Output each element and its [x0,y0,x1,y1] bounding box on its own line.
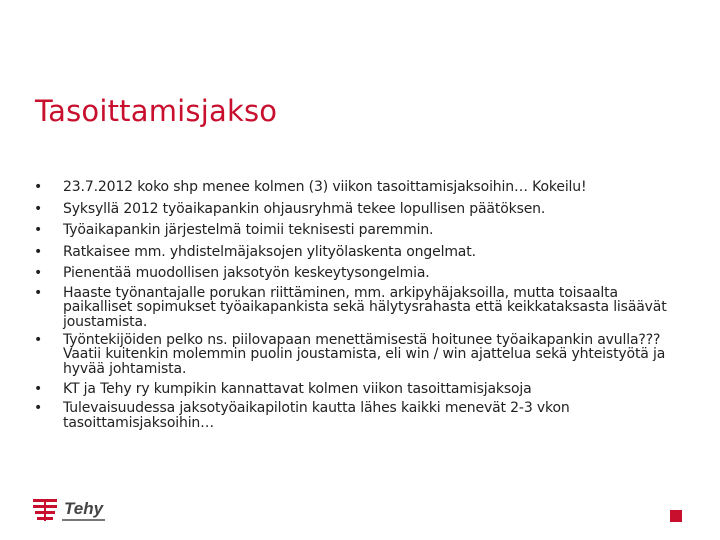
corner-square [670,510,682,522]
bullet-text: Ratkaisee mm. yhdistelmäjaksojen ylityölaskenta ongelmat. [63,243,476,260]
bullet-dot-icon: • [34,200,43,217]
bullet-text: 23.7.2012 koko shp menee kolmen (3) viikon tasoittamisjaksoihin… Kokeilu! [63,179,587,195]
bullet-dot-icon: • [34,331,43,348]
bullet-text: Haaste työnantajalle porukan riittäminen, mm. arkipyhäjaksoilla, mutta toisaalta paikalliset sopimukset työaikapankista sekä hälytysrahasta että keikkataksasta lisäävät joustamista. [63,284,667,330]
bullet-text: Työntekijöiden pelko ns. piilovapaan menettämisestä hoitunee työaikapankin avulla??? Vaatii kuitenkin molemmin puolin joustamista, eli win / win ajattelua sekä yhteistyötä ja hyvää johtamista. [63,331,666,377]
bullet-item [34,380,674,398]
bullet-item [34,178,674,196]
bullet-dot-icon: • [34,265,43,281]
bullet-text: Syksyllä 2012 työaikapankin ohjausryhmä tekee lopullisen päätöksen. [63,200,546,217]
tehy-wordmark: Tehy [62,499,105,521]
bullet-dot-icon: • [34,222,43,238]
tehy-logo [32,498,105,522]
bullet-dot-icon: • [34,400,43,416]
bullet-item [34,401,674,430]
bullet-list [34,178,674,434]
tehy-logo-icon [32,498,58,522]
bullet-text: Pienentää muodollisen jaksotyön keskeytysongelmia. [63,265,430,281]
bullet-item [34,286,674,330]
bullet-dot-icon: • [34,243,43,260]
bullet-item [34,264,674,282]
bullet-text: Työaikapankin järjestelmä toimii teknisesti paremmin. [63,222,434,238]
bullet-item [34,200,674,218]
bullet-dot-icon: • [34,179,43,195]
bullet-item [34,243,674,261]
slide-title: Tasoittamisjakso [35,94,278,128]
bullet-item [34,333,674,377]
bullet-text: Tulevaisuudessa jaksotyöaikapilotin kautta lähes kaikki menevät 2-3 vkon tasoittamisjaksoihin… [63,400,570,431]
bullet-dot-icon: • [34,380,43,397]
bullet-text: KT ja Tehy ry kumpikin kannattavat kolmen viikon tasoittamisjaksoja [63,380,532,397]
bullet-item [34,221,674,239]
bullet-dot-icon: • [34,284,43,301]
